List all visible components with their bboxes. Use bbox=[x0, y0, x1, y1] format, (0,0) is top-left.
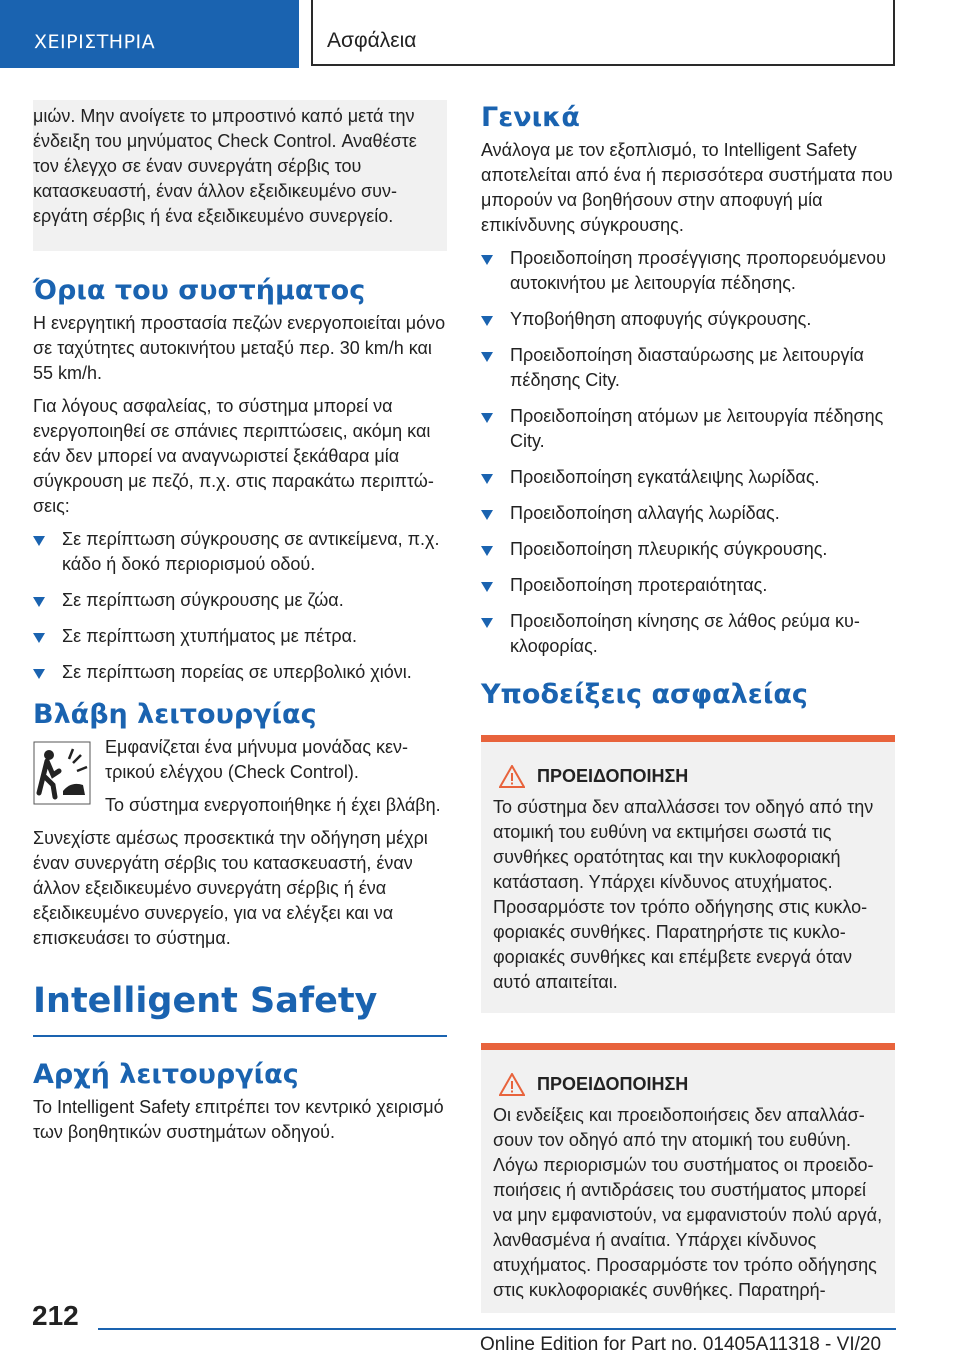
continued-note-text: μιών. Μην ανοίγετε το μπροστινό καπό μετά την ένδειξη του μηνύματος Check Control. Αναθέστε τον έλεγχο σε έναν συνεργάτη σέρβις του κατασκευαστή, έναν άλλον εξειδικευμένο συνεργάτη σέρβις ή ένα εξειδικευμένο συνεργείο. bbox=[33, 106, 417, 226]
warning-triangle-icon bbox=[499, 1073, 525, 1096]
bullet-triangle-icon bbox=[33, 669, 45, 679]
general-list bbox=[481, 246, 895, 659]
warning-title-2: ΠΡΟΕΙΔΟΠΟΙΗΣΗ bbox=[493, 1072, 885, 1097]
bullet-triangle-icon bbox=[481, 413, 493, 423]
edition-text: Online Edition for Part no. 01405A11318 - VI/20 bbox=[480, 1334, 882, 1355]
list-item: Σε περίπτωση πορείας σε υπερβολικό χιόνι. bbox=[33, 660, 447, 685]
bullet-triangle-icon bbox=[481, 510, 493, 520]
list-item: Προειδοποίηση κίνησης σε λάθος ρεύμα κυκλοφορίας. bbox=[481, 609, 895, 659]
page-number: 212 bbox=[32, 1300, 79, 1331]
principle-paragraph: Το Intelligent Safety επιτρέπει τον κεντρικό χειρισμό των βοηθητικών συστημάτων οδηγού. bbox=[33, 1097, 444, 1142]
section-tab bbox=[0, 0, 299, 68]
fault-paragraph-3: Συνεχίστε αμέσως προσεκτικά την οδήγηση μέχρι έναν συνεργάτη σέρβις του κατασκευαστή, έναν άλλον εξειδικευμένο συνεργάτη σέρβις ή ένα εξειδικευμένο συνεργείο, για να ελέγξει και να επισκευάσει το σύστημα. bbox=[33, 828, 428, 948]
list-item: Σε περίπτωση σύγκρουσης σε αντικείμενα, π.χ. κάδο ή δοκό περιορισμού οδού. bbox=[33, 527, 447, 577]
limits-paragraph-2: Για λόγους ασφαλείας, το σύστημα μπορεί να ενεργοποιηθεί σε σπάνιες περιπτώσεις, ακόμη και εάν δεν μπορεί να αναγνωριστεί ξεκάθαρα μία σύγκρουση με πεζό, π.χ. στις παρακάτω περιπτώσεις: bbox=[33, 396, 434, 516]
list-item: Προειδοποίηση διασταύρωσης με λειτουργία πέδησης City. bbox=[481, 343, 895, 393]
bullet-triangle-icon bbox=[481, 255, 493, 265]
list-item: Προειδοποίηση εγκατάλειψης λωρίδας. bbox=[481, 465, 895, 490]
bullet-triangle-icon bbox=[33, 633, 45, 643]
bullet-triangle-icon bbox=[33, 536, 45, 546]
list-item: Προειδοποίηση ατόμων με λειτουργία πέδησης City. bbox=[481, 404, 895, 454]
fault-heading: Βλάβη λειτουργίας bbox=[33, 699, 317, 730]
warning-text-2: Οι ενδείξεις και προειδοποιήσεις δεν απαλλάσσουν τον οδηγό από την ατομική του ευθύνη. Λόγω περιορισμών του συστήματος οι προειδοποιήσεις ή αντιδράσεις του συστήματος μπορεί να μην εμφανιστούν, να εμφανιστούν πολύ αργά, λανθασμένα ή αναίτια. Υπάρχει κίνδυνος ατυχήματος. Προσαρμόστε τον τρόπο οδήγησης στις κυκλοφοριακές συνθήκες. Παρατηρή- bbox=[493, 1105, 883, 1300]
warning-triangle-icon bbox=[499, 765, 525, 788]
chapter-tab bbox=[311, 0, 895, 66]
warning-box-2 bbox=[481, 1043, 895, 1313]
list-item: Προειδοποίηση προσέγγισης προπορευόμενου αυτοκινήτου με λειτουργία πέδησης. bbox=[481, 246, 895, 296]
fault-paragraph-1: Εμφανίζεται ένα μήνυμα μονάδας κεντρικού ελέγχου (Check Control). bbox=[105, 737, 409, 782]
left-column bbox=[33, 100, 447, 1153]
list-item: Υποβοήθηση αποφυγής σύγκρουσης. bbox=[481, 307, 895, 332]
bullet-triangle-icon bbox=[481, 352, 493, 362]
bullet-triangle-icon bbox=[481, 582, 493, 592]
warning-box-1 bbox=[481, 735, 895, 1013]
chapter-title: Ασφάλεια bbox=[327, 29, 417, 52]
list-item: Προειδοποίηση προτεραιότητας. bbox=[481, 573, 895, 598]
general-paragraph: Ανάλογα με τον εξοπλισμό, το Intelligent Safety αποτελείται από ένα ή περισσότερα συστήματα που μπορούν να βοηθήσουν στην αποφυγή μία επικίνδυνης σύγκρουσης. bbox=[481, 140, 893, 235]
section-title: ΧΕΙΡΙΣΤΗΡΙΑ bbox=[34, 31, 156, 53]
principle-heading: Αρχή λειτουργίας bbox=[33, 1059, 299, 1090]
limits-list bbox=[33, 527, 447, 685]
limits-heading: Όρια του συστήματος bbox=[33, 275, 366, 306]
warning-title-1: ΠΡΟΕΙΔΟΠΟΙΗΣΗ bbox=[493, 764, 885, 789]
fault-paragraph-2: Το σύστημα ενεργοποιήθηκε ή έχει βλάβη. bbox=[105, 795, 441, 815]
bullet-triangle-icon bbox=[481, 316, 493, 326]
warning-text-1: Το σύστημα δεν απαλλάσσει τον οδηγό από την ατομική του ευθύνη να εκτιμήσει σωστά τις συνθήκες ορατότητας και την κυκλοφοριακή κατάσταση. Υπάρχει κίνδυνος ατυχήματος. Προσαρμόστε τον τρόπο οδήγησης στις κυκλοφοριακές συνθήκες. Παρατηρήστε τις κυκλοφοριακές συνθήκες και επέμβετε ενεργά όταν αυτό απαιτείται. bbox=[493, 797, 874, 992]
bullet-triangle-icon bbox=[481, 474, 493, 484]
bullet-triangle-icon bbox=[481, 546, 493, 556]
list-item: Σε περίπτωση σύγκρουσης με ζώα. bbox=[33, 588, 447, 613]
safety-heading: Υποδείξεις ασφαλείας bbox=[481, 679, 808, 710]
footer-divider bbox=[98, 1328, 896, 1330]
pedestrian-protection-icon bbox=[33, 741, 91, 805]
continued-note-box bbox=[33, 100, 447, 251]
right-column bbox=[481, 100, 895, 1313]
fault-section bbox=[33, 735, 447, 826]
list-item: Προειδοποίηση πλευρικής σύγκρουσης. bbox=[481, 537, 895, 562]
list-item: Σε περίπτωση χτυπήματος με πέτρα. bbox=[33, 624, 447, 649]
intelligent-safety-heading: Intelligent Safety bbox=[33, 979, 447, 1037]
general-heading: Γενικά bbox=[481, 102, 580, 133]
bullet-triangle-icon bbox=[33, 597, 45, 607]
limits-paragraph-1: Η ενεργητική προστασία πεζών ενεργοποιείται μόνο σε ταχύτητες αυτοκινήτου μεταξύ περ. 30 km/h και 55 km/h. bbox=[33, 313, 446, 383]
list-item: Προειδοποίηση αλλαγής λωρίδας. bbox=[481, 501, 895, 526]
bullet-triangle-icon bbox=[481, 618, 493, 628]
